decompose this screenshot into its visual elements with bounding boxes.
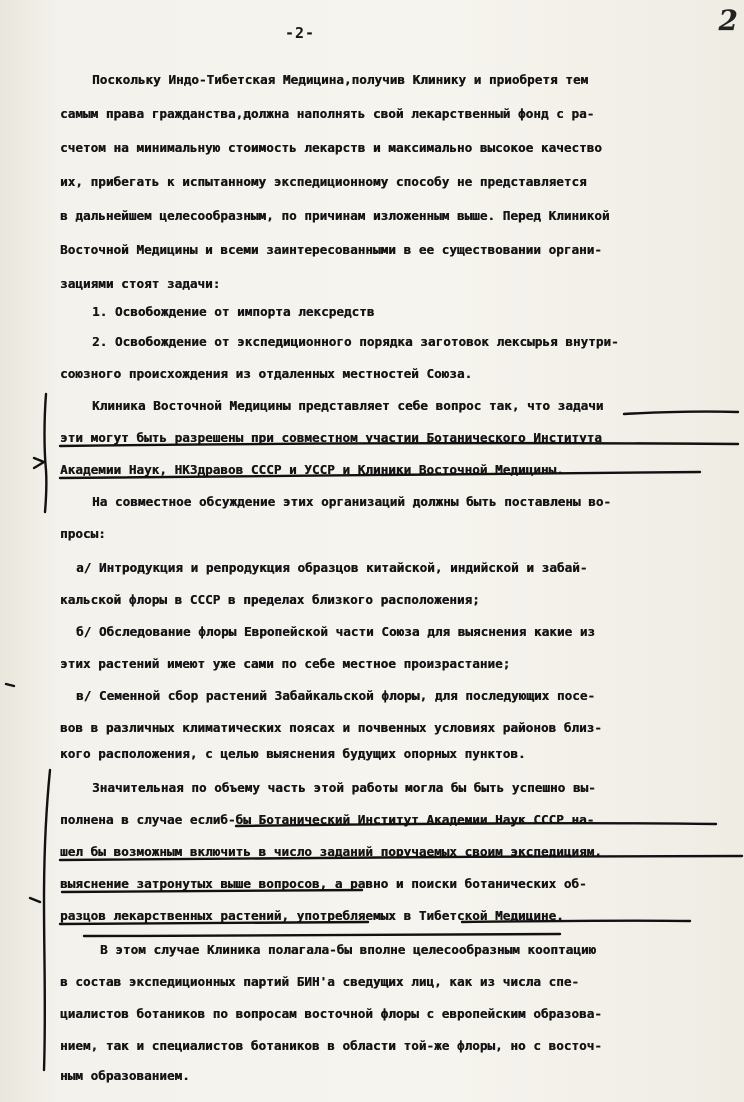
page-number: -2-: [284, 24, 316, 42]
text-line: самым права гражданства,должна наполнять свой лекарственный фонд с ра-: [60, 106, 595, 121]
text-line: эти могут быть разрешены при совместном участии Ботанического Института: [60, 430, 602, 445]
text-line: в состав экспедиционных партий БИН'а сведущих лиц, как из числа спе-: [60, 974, 579, 989]
text-line: Восточной Медицины и всеми заинтересованными в ее существовании органи-: [60, 242, 602, 257]
list-item: в/ Семенной сбор растений Забайкальской флоры, для последующих посе-: [76, 688, 595, 703]
text-line: просы:: [60, 526, 106, 541]
margin-bracket: [45, 394, 47, 512]
text-line: полнена в случае еслиб-бы Ботанический Институт Академии Наук СССР на-: [60, 812, 595, 827]
list-item: а/ Интродукция и репродукция образцов китайской, индийской и забай-: [76, 560, 588, 575]
margin-tick: [6, 684, 14, 686]
text-line: вов в различных климатических поясах и почвенных условиях районов близ-: [60, 720, 602, 735]
text-line: их, прибегать к испытанному экспедиционному способу не представляется: [60, 174, 587, 189]
text-line: циалистов ботаников по вопросам восточной флоры с европейским образова-: [60, 1006, 602, 1021]
text-line: выяснение затронутых выше вопросов, а равно и поиски ботанических об-: [60, 876, 587, 891]
text-line: На совместное обсуждение этих организаций должны быть поставлены во-: [92, 494, 611, 509]
text-line: Поскольку Индо-Тибетская Медицина,получив Клинику и приобретя тем: [92, 72, 589, 87]
list-item: 2. Освобождение от экспедиционного порядка заготовок лексырья внутри-: [92, 334, 619, 349]
text-line: Значительная по объему часть этой работы могла бы быть успешно вы-: [92, 780, 596, 795]
text-line: Клиника Восточной Медицины представляет себе вопрос так, что задачи: [92, 398, 604, 413]
text-line: счетом на минимальную стоимость лекарств и максимально высокое качество: [60, 140, 602, 155]
text-line: в дальнейшем целесообразным, по причинам изложенным выше. Перед Клиникой: [60, 208, 610, 223]
ink-underline: [84, 934, 560, 936]
text-line: В этом случае Клиника полагала-бы вполне целесообразным кооптацию: [100, 942, 597, 957]
text-line: Академии Наук, НКЗдравов СССР и УССР и Клиники Восточной Медицины.: [60, 462, 564, 477]
text-line: шел бы возможным включить в число заданий поручаемых своим экспедициям,: [60, 844, 602, 859]
margin-bracket: [44, 770, 50, 1070]
handwritten-page-number: 2: [718, 4, 738, 37]
text-line: кальской флоры в СССР в пределах близкого расположения;: [60, 592, 480, 607]
text-line: ным образованием.: [60, 1068, 190, 1083]
text-line: кого расположения, с целью выяснения будущих опорных пунктов.: [60, 746, 526, 761]
list-item: б/ Обследование флоры Европейской части Союза для выяснения какие из: [76, 624, 595, 639]
list-item: 1. Освобождение от импорта лексредств: [92, 304, 375, 319]
text-line: союзного происхождения из отдаленных местностей Союза.: [60, 366, 473, 381]
margin-tick: [34, 458, 44, 468]
text-line: зациями стоят задачи:: [60, 276, 221, 291]
margin-tick: [30, 898, 40, 902]
text-line: разцов лекарственных растений, употребляемых в Тибетской Медицине.: [60, 908, 564, 923]
text-line: этих растений имеют уже сами по себе местное произрастание;: [60, 656, 511, 671]
text-line: нием, так и специалистов ботаников в области той-же флоры, но с восточ-: [60, 1038, 602, 1053]
ink-underline: [624, 412, 738, 414]
